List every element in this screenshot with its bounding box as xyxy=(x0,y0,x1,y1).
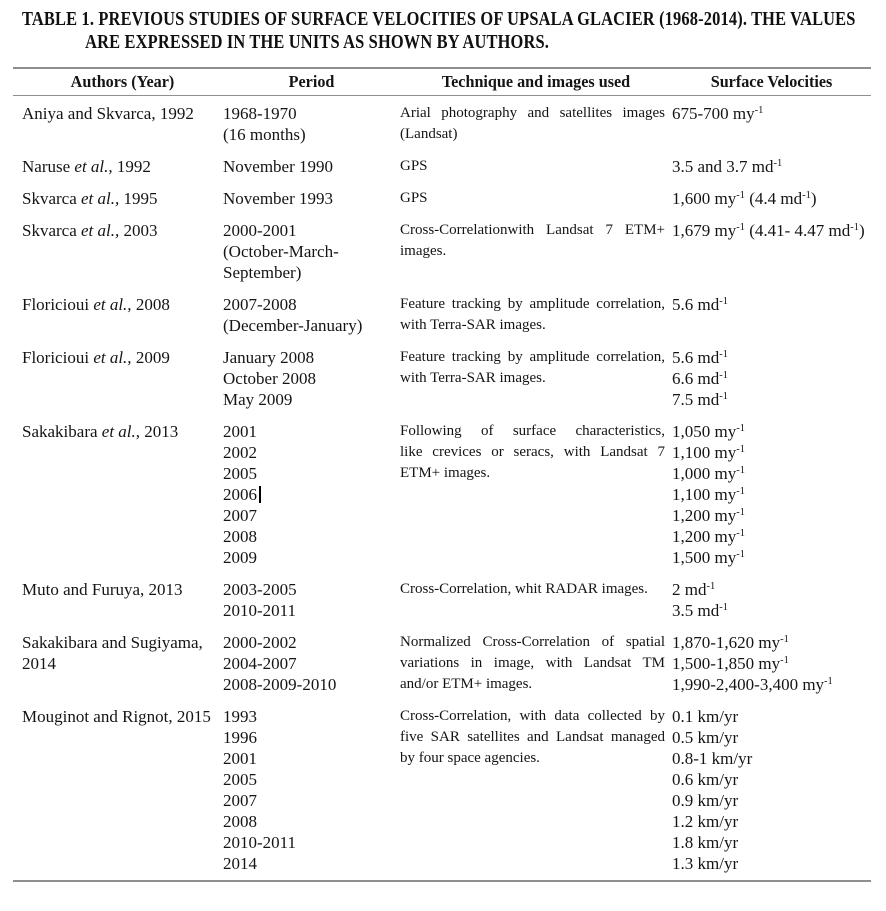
period-line: 2000-2002 xyxy=(223,633,297,652)
period-line: 2001 xyxy=(223,749,257,768)
period-line: 2010-2011 xyxy=(223,601,297,620)
table-title xyxy=(13,8,856,54)
velocity-line: 1.3 km/yr xyxy=(672,854,739,873)
period-line: 2004-2007 xyxy=(223,654,297,673)
velocities-cell xyxy=(672,220,871,241)
velocity-line: 1,500-1,850 $my^{-1}$ xyxy=(672,654,789,673)
technique-line: like crevices or seracs, with Landsat 7 xyxy=(400,444,665,460)
velocity-line: 1,600 $my^{-1}$ (4.4 $md^{-1}$) xyxy=(672,189,817,208)
velocity-line: 3.5 and 3.7 $md^{-1}$ xyxy=(672,157,783,176)
velocity-line: 0.6 km/yr xyxy=(672,770,739,789)
table-header-row xyxy=(13,67,871,96)
table-row xyxy=(13,416,871,574)
technique-line: Feature tracking by amplitude correlation, xyxy=(400,349,665,365)
velocity-line: 1,200 $my^{-1}$ xyxy=(672,506,745,525)
period-line: January 2008 xyxy=(223,348,315,367)
period-line: 2005 xyxy=(223,464,257,483)
velocity-line: 7.5 $md^{-1}$ xyxy=(672,390,728,409)
period-line: (October-March- xyxy=(223,242,339,261)
technique-line: Normalized Cross-Correlation of spatial xyxy=(400,634,665,650)
velocity-line: 1,679 $my^{-1}$ (4.41- 4.47 $md^{-1}$) xyxy=(672,221,865,240)
text-cursor xyxy=(259,486,261,503)
velocities-cell xyxy=(672,632,871,695)
velocity-line: 0.8-1 km/yr xyxy=(672,749,753,768)
period-line: 2010-2011 xyxy=(223,833,297,852)
table-row xyxy=(13,151,871,183)
velocity-line: 1,200 $my^{-1}$ xyxy=(672,527,745,546)
column-header-velocities: Surface Velocities xyxy=(710,72,833,91)
author-cell: Skvarca et al., 2003 xyxy=(22,221,158,240)
period-cell xyxy=(223,579,400,621)
velocity-line: 1,050 $my^{-1}$ xyxy=(672,422,745,441)
table-row xyxy=(13,98,871,151)
period-cell xyxy=(223,421,400,568)
period-cell xyxy=(223,156,400,177)
author-cell: Floricioui et al., 2009 xyxy=(22,348,170,367)
period-cell xyxy=(223,632,400,695)
author-cell: Floricioui et al., 2008 xyxy=(22,295,170,314)
velocity-line: 1,100 $my^{-1}$ xyxy=(672,443,745,462)
velocity-line: 1,500 $my^{-1}$ xyxy=(672,548,745,567)
technique-line: Cross-Correlation, with data collected by xyxy=(400,708,665,724)
velocities-cell xyxy=(672,706,871,874)
period-line: 1993 xyxy=(223,707,257,726)
period-line: 2001 xyxy=(223,422,257,441)
velocity-line: 0.5 km/yr xyxy=(672,728,739,747)
table-title-line-2: ARE EXPRESSED IN THE UNITS AS SHOWN BY AUTHORS. xyxy=(85,31,550,53)
table-row xyxy=(13,342,871,416)
velocity-line: 5.6 $md^{-1}$ xyxy=(672,348,728,367)
technique-line: five SAR satellites and Landsat managed xyxy=(400,729,665,745)
technique-cell xyxy=(400,632,672,695)
author-cell: Muto and Furuya, 2013 xyxy=(22,580,183,599)
period-cell xyxy=(223,706,400,874)
author-cell: Sakakibara et al., 2013 xyxy=(22,422,179,441)
velocities-cell xyxy=(672,188,871,209)
author-cell: Skvarca et al., 1995 xyxy=(22,189,158,208)
technique-line: with Terra-SAR images. xyxy=(400,317,546,333)
technique-line: Cross-Correlationwith Landsat 7 ETM+ xyxy=(400,222,665,238)
author-cell: Mouginot and Rignot, 2015 xyxy=(22,707,211,726)
period-cell xyxy=(223,188,400,209)
technique-cell xyxy=(400,347,672,389)
column-header-technique: Technique and images used xyxy=(441,72,631,91)
technique-line: with Terra-SAR images. xyxy=(400,370,546,386)
velocity-line: 1,100 $my^{-1}$ xyxy=(672,485,745,504)
technique-cell xyxy=(400,188,672,209)
velocities-cell xyxy=(672,421,871,568)
period-line: (16 months) xyxy=(223,125,306,144)
technique-line: Cross-Correlation, whit RADAR images. xyxy=(400,581,648,597)
period-line: 2009 xyxy=(223,548,257,567)
period-cell xyxy=(223,294,400,336)
column-header-authors: Authors (Year) xyxy=(70,72,175,91)
technique-line: GPS xyxy=(400,190,428,206)
studies-table xyxy=(13,67,871,882)
technique-line: by four space agencies. xyxy=(400,750,540,766)
period-line: 2006 xyxy=(223,484,400,505)
period-line: 2007 xyxy=(223,791,257,810)
technique-line: Feature tracking by amplitude correlation, xyxy=(400,296,665,312)
author-cell: Naruse et al., 1992 xyxy=(22,157,151,176)
technique-line: Arial photography and satellites images xyxy=(400,105,665,121)
table-row xyxy=(13,215,871,289)
period-line: September) xyxy=(223,263,302,282)
velocities-cell xyxy=(672,103,871,124)
period-cell xyxy=(223,347,400,410)
period-line: 2007-2008 xyxy=(223,295,297,314)
velocity-line: 675-700 $my^{-1}$ xyxy=(672,104,764,123)
period-line: 2008-2009-2010 xyxy=(223,675,337,694)
technique-cell xyxy=(400,103,672,145)
period-cell xyxy=(223,103,400,145)
table-row xyxy=(13,701,871,880)
period-cell xyxy=(223,220,400,283)
velocity-line: 2 $md^{-1}$ xyxy=(672,580,716,599)
period-line: 2008 xyxy=(223,812,257,831)
velocity-line: 0.9 km/yr xyxy=(672,791,739,810)
table-title-line-1: TABLE 1. PREVIOUS STUDIES OF SURFACE VELOCITIES OF UPSALA GLACIER (1968-2014). THE VALUES xyxy=(22,8,856,30)
technique-line: (Landsat) xyxy=(400,126,458,142)
period-line: 2008 xyxy=(223,527,257,546)
technique-line: variations in image, with Landsat TM xyxy=(400,655,665,671)
velocity-line: 0.1 km/yr xyxy=(672,707,739,726)
technique-cell xyxy=(400,294,672,336)
author-cell: Aniya and Skvarca, 1992 xyxy=(22,104,194,123)
period-line: May 2009 xyxy=(223,390,293,409)
period-line: (December-January) xyxy=(223,316,363,335)
velocities-cell xyxy=(672,156,871,177)
velocity-line: 3.5 $md^{-1}$ xyxy=(672,601,728,620)
velocity-line: 1,870-1,620 $my^{-1}$ xyxy=(672,633,789,652)
technique-cell xyxy=(400,706,672,769)
period-line: 1996 xyxy=(223,728,257,747)
table-body xyxy=(13,96,871,880)
document-page xyxy=(13,8,871,882)
technique-cell xyxy=(400,579,672,600)
technique-line: GPS xyxy=(400,158,428,174)
period-line: November 1990 xyxy=(223,157,334,176)
table-row xyxy=(13,289,871,342)
velocities-cell xyxy=(672,579,871,621)
period-line: 1968-1970 xyxy=(223,104,297,123)
table-row xyxy=(13,183,871,215)
period-line: 2002 xyxy=(223,443,257,462)
velocity-line: 5.6 $md^{-1}$ xyxy=(672,295,728,314)
technique-line: ETM+ images. xyxy=(400,465,491,481)
velocity-line: 1,000 $my^{-1}$ xyxy=(672,464,745,483)
velocity-line: 1,990-2,400-3,400 $my^{-1}$ xyxy=(672,675,833,694)
table-row xyxy=(13,627,871,701)
period-line: November 1993 xyxy=(223,189,334,208)
velocity-line: 1.8 km/yr xyxy=(672,833,739,852)
technique-line: images. xyxy=(400,243,447,259)
technique-cell xyxy=(400,156,672,177)
velocity-line: 1.2 km/yr xyxy=(672,812,739,831)
velocities-cell xyxy=(672,347,871,410)
technique-cell xyxy=(400,421,672,484)
velocities-cell xyxy=(672,294,871,315)
period-line: 2000-2001 xyxy=(223,221,297,240)
table-row xyxy=(13,574,871,627)
period-line: 2007 xyxy=(223,506,257,525)
technique-line: and/or ETM+ images. xyxy=(400,676,533,692)
period-line: 2003-2005 xyxy=(223,580,297,599)
author-cell: Sakakibara and Sugiyama, 2014 xyxy=(22,633,203,673)
velocity-line: 6.6 $md^{-1}$ xyxy=(672,369,728,388)
period-line: October 2008 xyxy=(223,369,317,388)
column-header-period: Period xyxy=(288,72,335,91)
period-line: 2014 xyxy=(223,854,257,873)
technique-cell xyxy=(400,220,672,262)
technique-line: Following of surface characteristics, xyxy=(400,423,665,439)
period-line: 2005 xyxy=(223,770,257,789)
